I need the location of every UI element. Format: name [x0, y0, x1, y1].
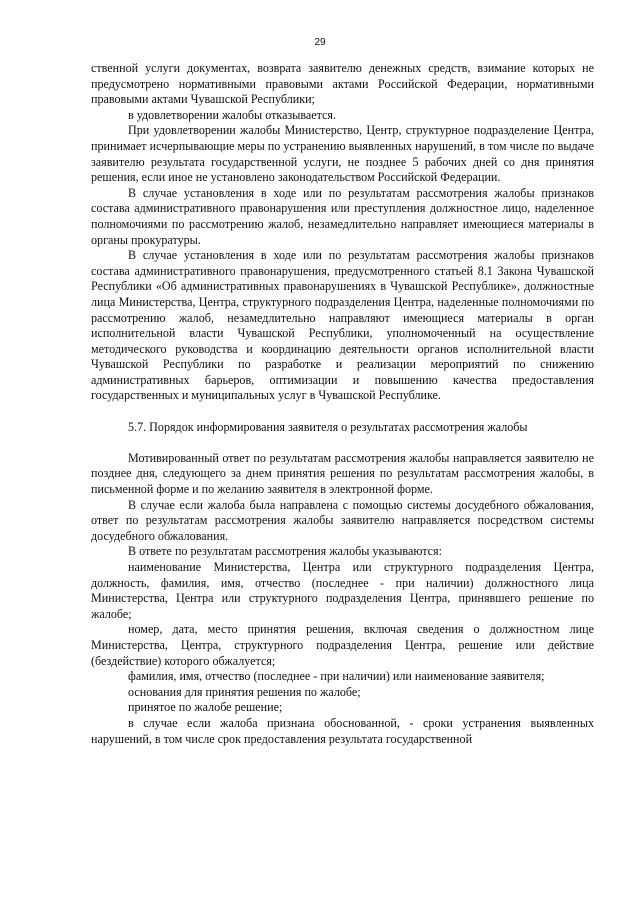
paragraph: номер, дата, место принятия решения, включая сведения о должностном лице Министерства, Центра, структурного подразделения Центра, решение или действие (бездействие) которого обжалуется;: [91, 622, 594, 668]
section-heading: 5.7. Порядок информирования заявителя о результатах рассмотрения жалобы: [128, 419, 528, 434]
paragraph: В случае если жалоба была направлена с помощью системы досудебного обжалования, ответ по результатам рассмотрения жалобы заявителю направляется посредством системы досудебного обжалования.: [91, 497, 594, 543]
paragraph: фамилия, имя, отчество (последнее - при наличии) или наименование заявителя;: [128, 669, 545, 684]
paragraph: основания для принятия решения по жалобе;: [128, 684, 361, 699]
paragraph: В случае установления в ходе или по результатам рассмотрения жалобы признаков состава административного правонарушения, предусмотренного статьей 8.1 Закона Чувашской Республики «Об административных правонарушениях в Чувашской Республике», должностные лица Министерства, Центра, структурного подразделения Центра, наделенные полномочиями по рассмотрению жалоб, незамедлительно направляют имеющиеся материалы в орган исполнительной власти Чувашской Республики, уполномоченный на осуществление методического руководства и координацию деятельности органов исполнительной власти Чувашской Республики по разработке и реализации мероприятий по снижению административных барьеров, оптимизации и повышению качества предоставления государственных и муниципальных услуг в Чувашской Республике.: [91, 248, 594, 403]
paragraph: В случае установления в ходе или по результатам рассмотрения жалобы признаков состава административного правонарушения или преступления должностное лицо, наделенное полномочиями по рассмотрению жалоб, незамедлительно направляет имеющиеся материалы в органы прокуратуры.: [91, 185, 594, 247]
paragraph: в случае если жалоба признана обоснованной, - сроки устранения выявленных нарушений, в том числе срок предоставления результата государственной: [91, 715, 594, 746]
page-number: 29: [314, 37, 326, 48]
paragraph: принятое по жалобе решение;: [128, 700, 283, 715]
paragraph: ственной услуги документах, возврата заявителю денежных средств, взимание которых не предусмотрено нормативными правовыми актами Российской Федерации, нормативными правовыми актами Чувашской Республики;: [91, 61, 594, 107]
paragraph: наименование Министерства, Центра или структурного подразделения Центра, должность, фамилия, имя, отчество (последнее - при наличии) должностного лица Министерства, Центра или структурного подразделения Центра, принявшего решение по жалобе;: [91, 560, 594, 621]
paragraph: в удовлетворении жалобы отказывается.: [128, 107, 337, 122]
paragraph: В ответе по результатам рассмотрения жалобы указываются:: [128, 544, 442, 559]
paragraph: Мотивированный ответ по результатам рассмотрения жалобы направляется заявителю не позднее дня, следующего за днем принятия решения по результатам рассмотрения жалобы, в письменной форме и по желанию заявителя в электронной форме.: [91, 450, 594, 497]
document-body: [91, 61, 594, 747]
paragraph: При удовлетворении жалобы Министерство, Центр, структурное подразделение Центра, принимает исчерпывающие меры по устранению выявленных нарушений, в том числе по выдаче заявителю результата государственной услуги, не позднее 5 рабочих дней со дня принятия решения, если иное не установлено законодательством Российской Федерации.: [91, 123, 594, 185]
